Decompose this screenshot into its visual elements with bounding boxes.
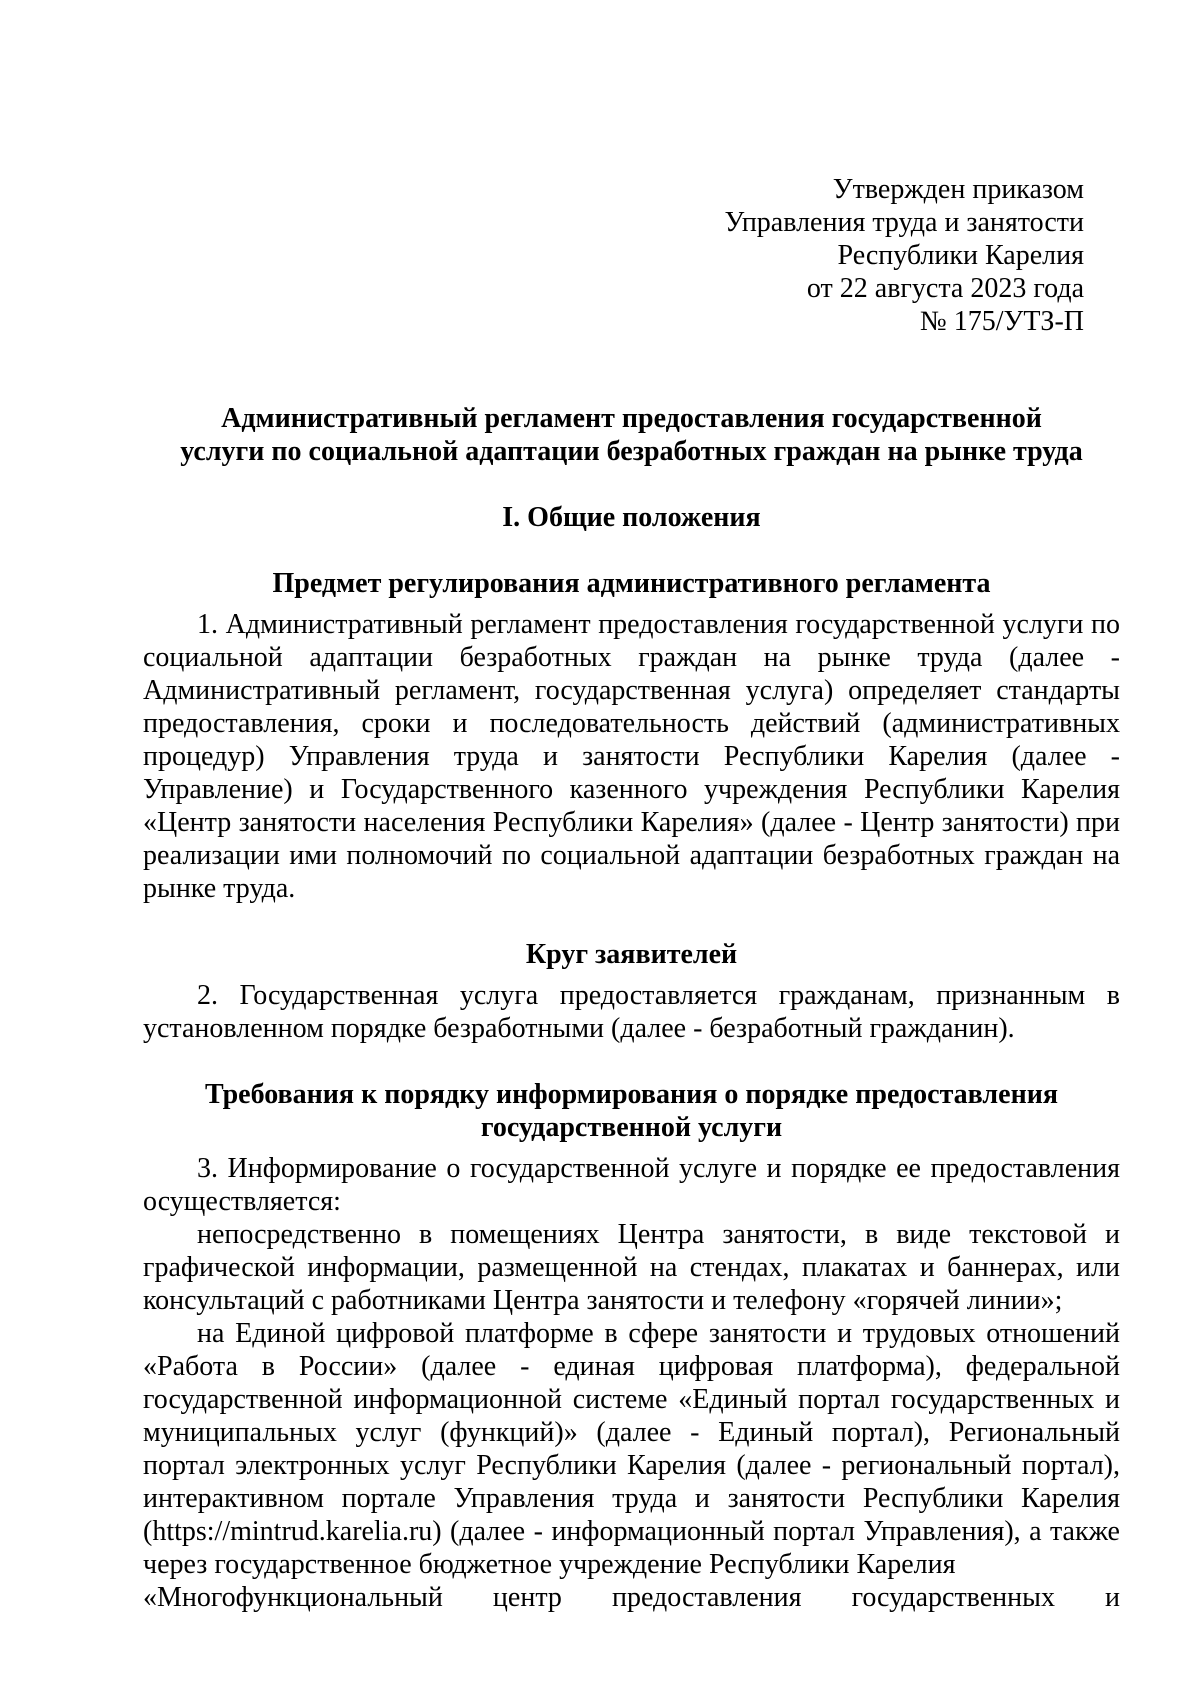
section-heading xyxy=(143,1078,1120,1144)
document-title xyxy=(143,402,1120,468)
section-heading xyxy=(143,567,1120,600)
spacer xyxy=(143,971,1120,979)
chapter-heading-text: I. Общие положения xyxy=(502,502,761,533)
spacer xyxy=(143,534,1120,567)
approval-stamp-block xyxy=(724,173,1084,338)
paragraph: непосредственно в помещениях Центра занятости, в виде текстовой и графической информации, размещенной на стендах, плакатах и баннерах, или консультаций с работниками Центра занятости и телефону «горячей линии»; xyxy=(143,1219,1120,1316)
spacer xyxy=(143,1144,1120,1152)
document-title-line: услуги по социальной адаптации безработных граждан на рынке труда xyxy=(180,436,1083,467)
section-heading-line: Круг заявителей xyxy=(525,939,738,970)
paragraph-continuation-line xyxy=(143,1581,1120,1614)
spacer xyxy=(143,905,1120,938)
spacer xyxy=(143,468,1120,501)
paragraph: на Единой цифровой платформе в сфере занятости и трудовых отношений «Работа в России» (далее - единая цифровая платформа), федеральной государственной информационной системе «Единый портал государственных и муниципальных услуг (функций)» (далее - Единый портал), Региональный портал электронных услуг Республики Карелия (далее - региональный портал), интерактивном портале Управления труда и занятости Республики Карелия (https://mintrud.karelia.ru) (далее - информационный портал Управления), а также через государственное бюджетное учреждение Республики Карелия xyxy=(143,1318,1120,1580)
approval-line: от 22 августа 2023 года xyxy=(806,273,1084,304)
document-body xyxy=(143,402,1120,1614)
word: государственных xyxy=(851,1582,1055,1613)
paragraph: 3. Информирование о государственной услуге и порядке ее предоставления осуществляется: xyxy=(143,1153,1120,1217)
approval-line: Утвержден приказом xyxy=(832,174,1084,205)
section-heading-line: Предмет регулирования административного регламента xyxy=(272,568,991,599)
approval-line: № 175/УТЗ-П xyxy=(920,306,1084,337)
word: «Многофункциональный xyxy=(143,1582,443,1613)
spacer xyxy=(143,600,1120,608)
word: предоставления xyxy=(611,1582,802,1613)
word: и xyxy=(1105,1582,1120,1613)
word: центр xyxy=(492,1582,562,1613)
spacer xyxy=(143,1045,1120,1078)
approval-line: Республики Карелия xyxy=(837,240,1084,271)
paragraph: 1. Административный регламент предоставления государственной услуги по социальной адаптации безработных граждан на рынке труда (далее - Административный регламент, государственная услуга) определяет стандарты предоставления, сроки и последовательность действий (административных процедур) Управления труда и занятости Республики Карелия (далее - Управление) и Государственного казенного учреждения Республики Карелия «Центр занятости населения Республики Карелия» (далее - Центр занятости) при реализации ими полномочий по социальной адаптации безработных граждан на рынке труда. xyxy=(143,609,1120,904)
approval-line: Управления труда и занятости xyxy=(724,207,1084,238)
section-heading xyxy=(143,938,1120,971)
chapter-heading xyxy=(143,501,1120,534)
paragraph: 2. Государственная услуга предоставляется гражданам, признанным в установленном порядке безработными (далее - безработный гражданин). xyxy=(143,980,1120,1044)
section-heading-line: Требования к порядку информирования о порядке предоставления xyxy=(204,1079,1058,1110)
section-heading-line: государственной услуги xyxy=(480,1112,783,1143)
document-title-line: Административный регламент предоставления государственной xyxy=(221,403,1042,434)
